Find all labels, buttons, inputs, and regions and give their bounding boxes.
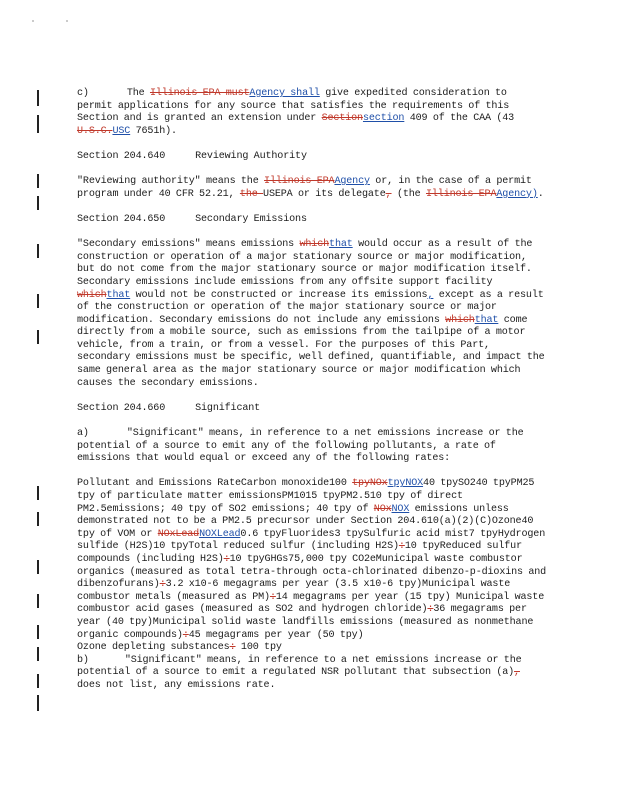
change-bar bbox=[37, 90, 39, 106]
inserted-text: Agency shall bbox=[249, 88, 320, 99]
inserted-text: that bbox=[106, 289, 131, 301]
text-run: 14 megagrams per year (15 tpy) Municipal waste combustor acid gases (measured as SO2 and hydrogen chloride) bbox=[77, 591, 545, 616]
pollutant-rate-table bbox=[77, 478, 547, 642]
section-number: Section 204.650 bbox=[77, 213, 166, 225]
paragraph-secondary-emissions bbox=[77, 239, 547, 390]
section-heading bbox=[77, 403, 547, 416]
text-run: 45 megagrams per year (50 tpy) bbox=[188, 629, 364, 641]
deleted-text: NOx bbox=[373, 503, 392, 515]
deleted-text: : bbox=[229, 642, 236, 654]
change-bar bbox=[37, 486, 39, 500]
paragraph-label: a) bbox=[77, 428, 89, 440]
text-run: except as a result of the construction or operation of the major stationary source or major modification. Secondary emissions do not include any emissions bbox=[77, 289, 544, 326]
text-run: 10 tpyReduced sulfur compounds (including H2S) bbox=[77, 541, 522, 565]
deleted-text: which bbox=[445, 314, 475, 326]
inserted-text: , bbox=[427, 289, 434, 301]
text-run: "Reviewing authority" means the bbox=[77, 176, 265, 188]
text-run: give expedited consideration to permit applications for any source that satisfies the requirements of this Section and is granted an extension under bbox=[77, 88, 510, 125]
inserted-text: Agency bbox=[334, 176, 370, 188]
text-run: would not be constructed or increase its emissions bbox=[130, 289, 428, 301]
inserted-text: Agency) bbox=[496, 188, 538, 200]
change-bar bbox=[37, 647, 39, 661]
deleted-text: the bbox=[239, 188, 264, 200]
inserted-text: USC bbox=[112, 125, 131, 137]
deleted-text: Illinois EPA bbox=[264, 176, 335, 188]
text-run: 7651h). bbox=[130, 125, 177, 137]
change-bar bbox=[37, 560, 39, 574]
change-bar bbox=[37, 115, 39, 133]
deleted-text: which bbox=[299, 239, 330, 251]
change-bar bbox=[37, 512, 39, 526]
deleted-text: , bbox=[385, 188, 392, 200]
deleted-text: : bbox=[398, 541, 405, 553]
deleted-text: : bbox=[223, 553, 230, 565]
text-run: "Significant" means, in reference to a net emissions increase or the potential of a source to emit a regulated NSR pollutant that subsection (a) bbox=[77, 654, 522, 679]
change-bar bbox=[37, 625, 39, 639]
scan-speck bbox=[66, 20, 68, 22]
text-run: 3.2 x10-6 megagrams per year (3.5 x10-6 tpy)Municipal waste combustor metals (measured as PM) bbox=[77, 579, 511, 603]
text-run: Ozone depleting substances bbox=[77, 642, 230, 654]
paragraph-b bbox=[77, 655, 547, 693]
text-run: come directly from a mobile source, such as emissions from the tailpipe of a motor vehicle, from a train, or from a vessel. For the purposes of this Part, secondary emissions must be specific, well defined, quantifiable, and impact the same general area as the major stationary source or major modification which causes the secondary emissions. bbox=[77, 314, 545, 389]
text-run: . bbox=[537, 188, 544, 200]
text-run: 100 tpy bbox=[235, 642, 282, 654]
deleted-text: Illinois EPA bbox=[425, 188, 497, 200]
paragraph-reviewing-authority bbox=[77, 176, 547, 201]
deleted-text: Illinois EPA must bbox=[149, 88, 250, 99]
deleted-text: : bbox=[182, 629, 189, 641]
text-run: USEPA or its delegate bbox=[263, 188, 386, 200]
text-run: 36 megagrams per year (40 tpy)Municipal solid waste landfills emissions (measured as nonmethane organic compounds) bbox=[77, 604, 534, 641]
deleted-text: tpyNOx bbox=[352, 478, 388, 490]
deleted-text: , bbox=[514, 667, 520, 679]
deleted-text: : bbox=[159, 579, 166, 591]
text-run: Pollutant and Emissions RateCarbon monoxide100 bbox=[77, 478, 353, 490]
section-number: Section 204.640 bbox=[77, 150, 166, 162]
text-run: "Secondary emissions" means emissions bbox=[77, 239, 300, 251]
change-bar bbox=[37, 695, 39, 711]
inserted-text: NOX bbox=[391, 503, 410, 515]
change-bar bbox=[37, 294, 39, 308]
paragraph-c bbox=[77, 88, 547, 138]
change-bar bbox=[37, 244, 39, 258]
text-run: "Significant" means, in reference to a net emissions increase or the potential of a source to emit any of the following pollutants, a rate of emissions that would equal or exceed any of the following rates: bbox=[77, 428, 524, 465]
text-run: or, in the case of a permit program under 40 CFR 52.21, bbox=[77, 176, 532, 200]
scan-speck bbox=[32, 20, 34, 22]
inserted-text: that bbox=[329, 239, 353, 251]
change-bar bbox=[37, 196, 39, 210]
document-body bbox=[77, 88, 547, 693]
text-run: (the bbox=[391, 188, 426, 200]
section-title: Secondary Emissions bbox=[195, 213, 307, 225]
deleted-text: which bbox=[77, 289, 107, 301]
text-run: would occur as a result of the construction or operation of a major stationary source or major modification, but do not come from the major stationary source or major modification itself. Secondary emissions include emissions from any offsite support facility bbox=[77, 239, 533, 288]
text-run: emissions unless demonstrated not to be a PM2.5 precursor under Section 204.610(a)(2)(C)Ozone40 tpy of VOM or bbox=[77, 503, 534, 540]
inserted-text: tpyNOX bbox=[387, 478, 424, 490]
deleted-text: : bbox=[427, 604, 434, 616]
change-bar bbox=[37, 594, 39, 608]
section-heading bbox=[77, 214, 547, 227]
paragraph-label: c) bbox=[77, 88, 89, 99]
text-run: 10 tpyGHGs75,000 tpy CO2eMunicipal waste combustor organics (measured as total tetra-through octa-chlorinated dibenzo-p-dioxins and dibenzofurans) bbox=[77, 553, 547, 591]
deleted-text: NOxLead bbox=[157, 528, 200, 540]
change-bar bbox=[37, 174, 39, 188]
paragraph-a bbox=[77, 428, 547, 466]
section-heading bbox=[77, 151, 547, 164]
section-number: Section 204.660 bbox=[77, 402, 166, 414]
ozone-depleting-line bbox=[77, 642, 547, 655]
inserted-text: section bbox=[362, 113, 405, 125]
section-title: Significant bbox=[195, 402, 261, 414]
inserted-text: NOXLead bbox=[199, 528, 241, 540]
change-bar bbox=[37, 330, 39, 344]
text-run: 40 tpySO240 tpyPM25 tpy of particulate matter emissionsPM1015 tpyPM2.510 tpy of direct PM2.5emissions; 40 tpy of SO2 emissions; 40 tpy of bbox=[77, 478, 535, 515]
deleted-text: Section bbox=[321, 113, 363, 125]
change-bar bbox=[37, 674, 39, 688]
text-run: 0.6 tpyFluorides3 tpySulfuric acid mist7 tpyHydrogen sulfide (H2S)10 tpyTotal reduced sulfur (including H2S) bbox=[77, 528, 546, 553]
deleted-text: : bbox=[269, 591, 276, 603]
deleted-text: U.S.C. bbox=[77, 125, 113, 137]
inserted-text: that bbox=[474, 314, 499, 326]
text-run: does not list, any emissions rate. bbox=[77, 679, 276, 691]
text-run: 409 of the CAA (43 bbox=[404, 113, 515, 125]
section-title: Reviewing Authority bbox=[195, 150, 307, 162]
paragraph-label: b) bbox=[77, 654, 89, 666]
text-run: The bbox=[126, 88, 150, 99]
